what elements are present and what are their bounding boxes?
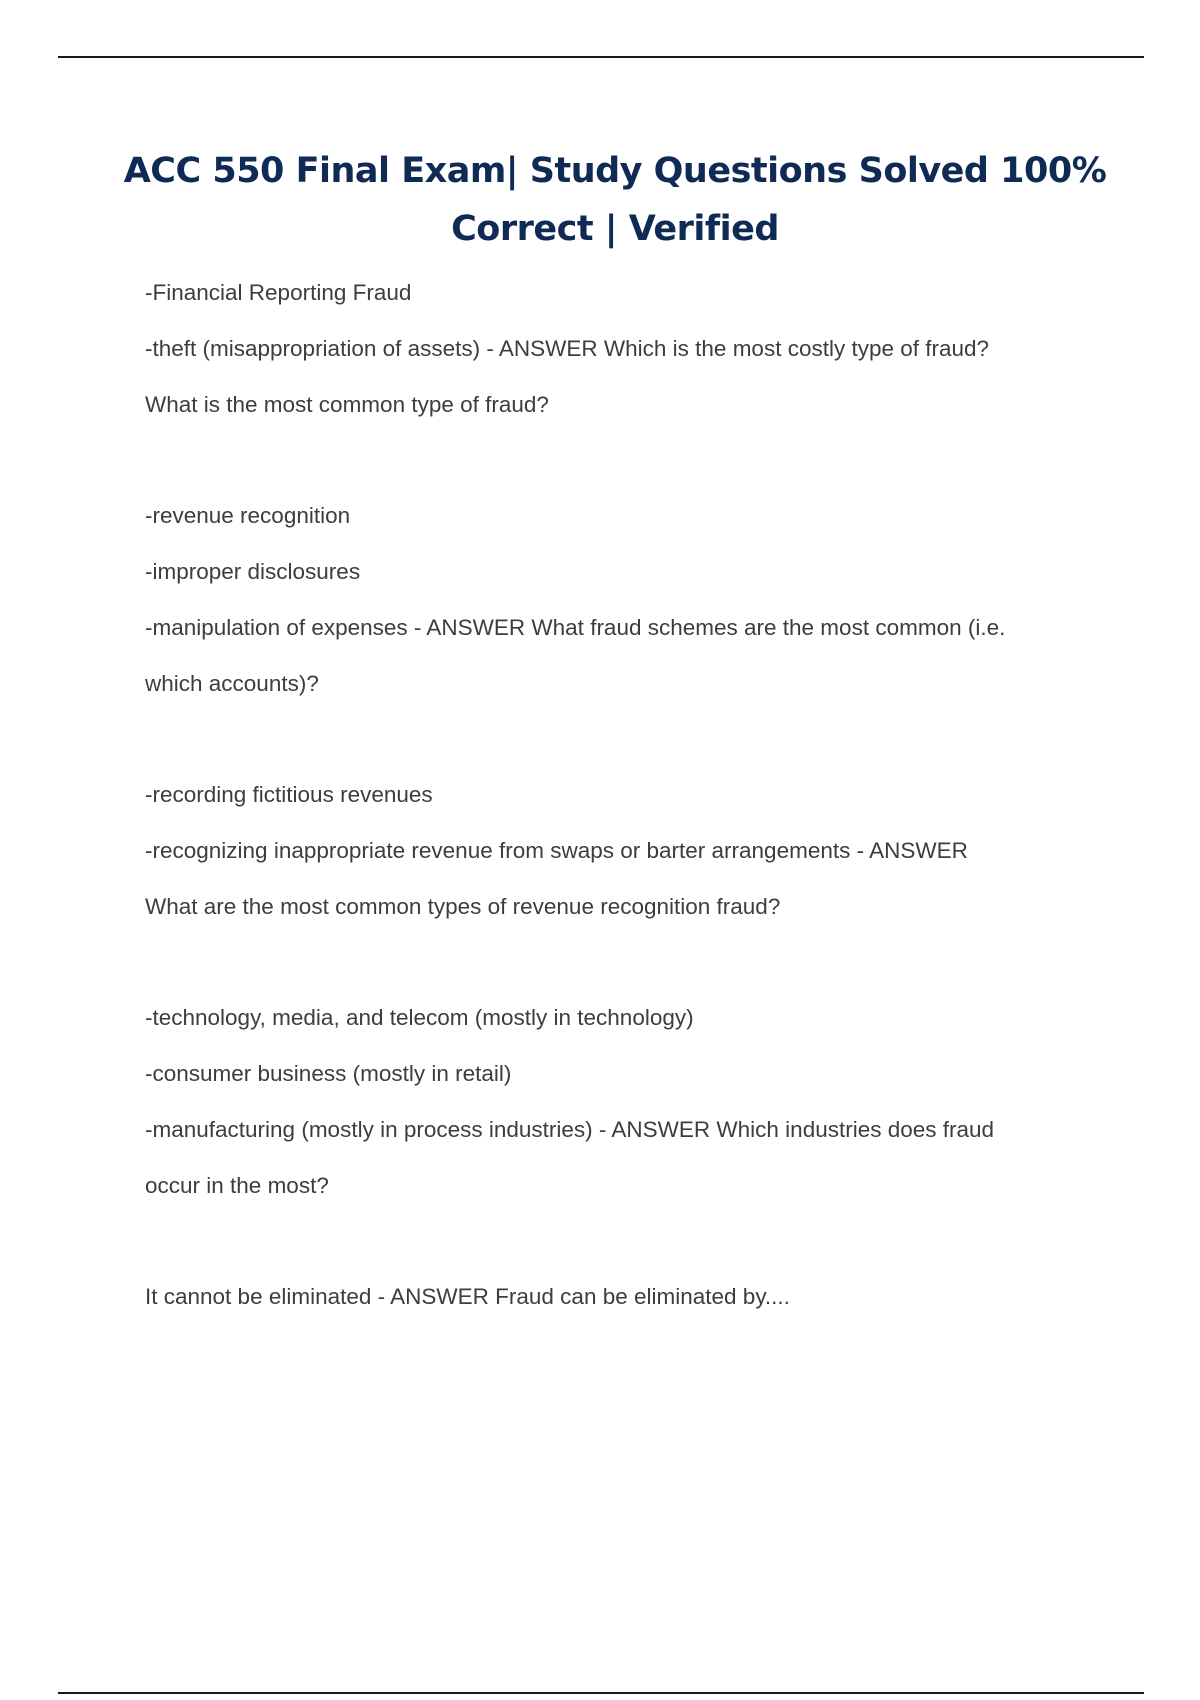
body-line: -technology, media, and telecom (mostly in technology) [145,1005,694,1031]
body-line: -theft (misappropriation of assets) - ANSWER Which is the most costly type of fraud? [145,335,990,361]
header-rule [58,56,1144,58]
body-line: -recording fictitious revenues [145,782,433,808]
document-body [145,265,1095,1325]
body-line: -Financial Reporting Fraud [145,280,412,305]
body-line: -improper disclosures [145,558,361,584]
body-line: -revenue recognition [145,503,351,529]
document-title: ACC 550 Final Exam| Study Questions Solved 100% Correct | Verified [123,151,1107,249]
body-line: What is the most common type of fraud? [145,391,549,417]
body-line: What are the most common types of revenue recognition fraud? [145,893,781,919]
body-line: occur in the most? [145,1172,329,1198]
body-line: -consumer business (mostly in retail) [145,1061,512,1087]
body-line: -recognizing inappropriate revenue from swaps or barter arrangements - ANSWER [145,837,968,863]
blank-line [145,432,1095,488]
blank-line [145,1214,1095,1270]
footer-rule [58,1692,1144,1694]
blank-line [145,935,1095,991]
body-line: -manufacturing (mostly in process industries) - ANSWER Which industries does fraud [145,1116,995,1142]
body-line: -manipulation of expenses - ANSWER What fraud schemes are the most common (i.e. [145,614,1006,640]
body-line: which accounts)? [145,670,319,696]
blank-line [145,711,1095,767]
body-line: It cannot be eliminated - ANSWER Fraud can be eliminated by.... [145,1284,790,1310]
